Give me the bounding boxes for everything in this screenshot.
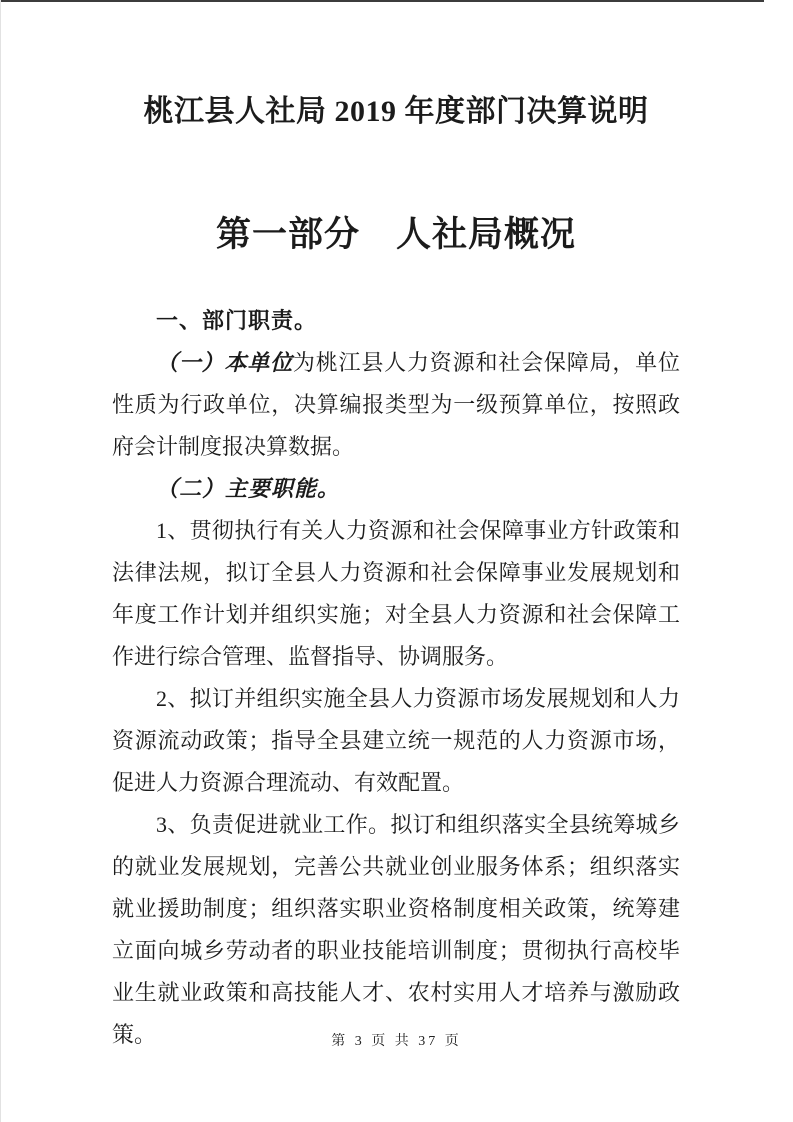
page-number-label: 第 3 页 共 37 页 [331, 1034, 462, 1049]
duties-subheading: 一、部门职责。 [156, 308, 318, 333]
page-footer [0, 1032, 793, 1052]
unit-description-paragraph [112, 342, 680, 468]
function-item-2: 2、拟订并组织实施全县人力资源市场发展规划和人力资源流动政策；指导全县建立统一规范的人力资源市场，促进人力资源合理流动、有效配置。 [112, 686, 680, 795]
functions-subheading: （二）主要职能。 [156, 476, 341, 501]
function-item-1: 1、贯彻执行有关人力资源和社会保障事业方针政策和法律法规，拟订全县人力资源和社会保障事业发展规划和年度工作计划并组织实施；对全县人力资源和社会保障工作进行综合管理、监督指导、协调服务。 [112, 518, 680, 669]
unit-description-lead: （一）本单位 [156, 350, 293, 375]
function-item-3: 3、负责促进就业工作。拟订和组织落实全县统筹城乡的就业发展规划，完善公共就业创业服务体系；组织落实就业援助制度；组织落实职业资格制度相关政策，统筹建立面向城乡劳动者的职业技能培训制度；贯彻执行高校毕业生就业政策和高技能人才、农村实用人才培养与激励政策。 [112, 812, 680, 1047]
part-one-heading: 第一部分 人社局概况 [215, 215, 576, 254]
document-title: 桃江县人社局 2019 年度部门决算说明 [143, 95, 649, 128]
scan-edge-top-artifact [0, 0, 764, 2]
document-body [112, 300, 680, 1056]
unit-description-text: 为桃江县人力资源和社会保障局，单位性质为行政单位，决算编报类型为一级预算单位，按照政府会计制度报决算数据。 [112, 350, 680, 459]
scan-edge-left-artifact [0, 0, 1, 1122]
